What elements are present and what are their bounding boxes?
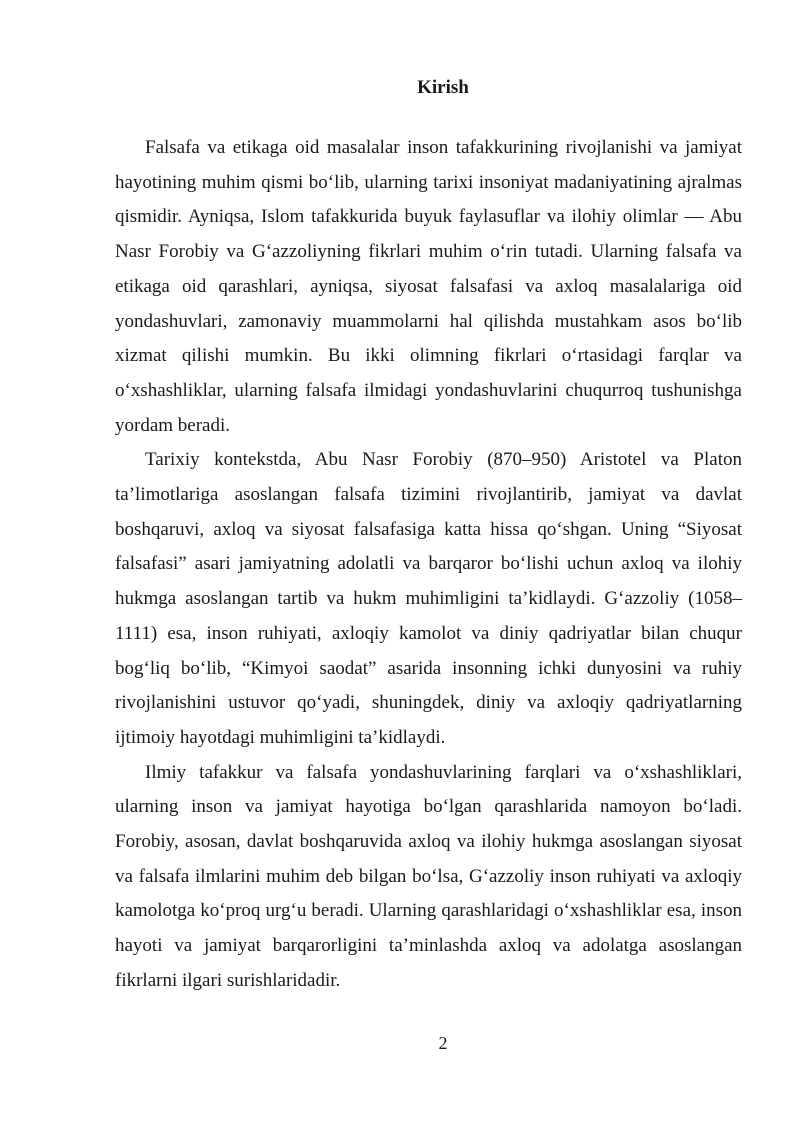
section-heading: Kirish bbox=[417, 77, 469, 98]
body-text bbox=[115, 131, 742, 999]
paragraph-introduction: Falsafa va etikaga oid masalalar inson tafakkurining rivojlanishi va jamiyat hayotining muhim qismi bo‘lib, ularning tarixi insoniyat madaniyatining ajralmas qismidir. Ayniqsa, Islom tafakkurida buyuk faylasuflar va ilohiy olimlar — Abu Nasr Forobiy va G‘azzoliyning fikrlari muhim o‘rin tutadi. Ularning falsafa va etikaga oid qarashlari, ayniqsa, siyosat falsafasi va axloq masalalariga oid yondashuvlari, zamonaviy muammolarni hal qilishda mustahkam asos bo‘lib xizmat qilishi mumkin. Bu ikki olimning fikrlari o‘rtasidagi farqlar va o‘xshashliklar, ularning falsafa ilmidagi yondashuvlarini chuqurroq tushunishga yordam beradi. bbox=[115, 137, 742, 436]
page-number: 2 bbox=[438, 1033, 448, 1053]
paragraph-historical-context: Tarixiy kontekstda, Abu Nasr Forobiy (870–950) Aristotel va Platon ta’limotlariga asoslangan falsafa tizimini rivojlantirib, jamiyat va davlat boshqaruvi, axloq va siyosat falsafasiga katta hissa qo‘shgan. Uning “Siyosat falsafasi” asari jamiyatning adolatli va barqaror bo‘lishi uchun axloq va ilohiy hukmga asoslangan tartib va hukm muhimligini ta’kidlaydi. G‘azzoliy (1058–1111) esa, inson ruhiyati, axloqiy kamolot va diniy qadriyatlar bilan chuqur bog‘liq bo‘lib, “Kimyoi saodat” asarida insonning ichki dunyosini va ruhiy rivojlanishini ustuvor qo‘yadi, shuningdek, diniy va axloqiy qadriyatlarning ijtimoiy hayotdagi muhimligini ta’kidlaydi. bbox=[115, 449, 742, 748]
paragraph-comparison: Ilmiy tafakkur va falsafa yondashuvlarining farqlari va o‘xshashliklari, ularning inson va jamiyat hayotiga bo‘lgan qarashlarida namoyon bo‘ladi. Forobiy, asosan, davlat boshqaruvida axloq va ilohiy hukmga asoslangan siyosat va falsafa ilmlarini muhim deb bilgan bo‘lsa, G‘azzoliy inson ruhiyati va axloqiy kamolotga ko‘proq urg‘u beradi. Ularning qarashlaridagi o‘xshashliklar esa, inson hayoti va jamiyat barqarorligini ta’minlashda axloq va adolatga asoslangan fikrlarni ilgari surishlaridadir. bbox=[115, 761, 742, 991]
